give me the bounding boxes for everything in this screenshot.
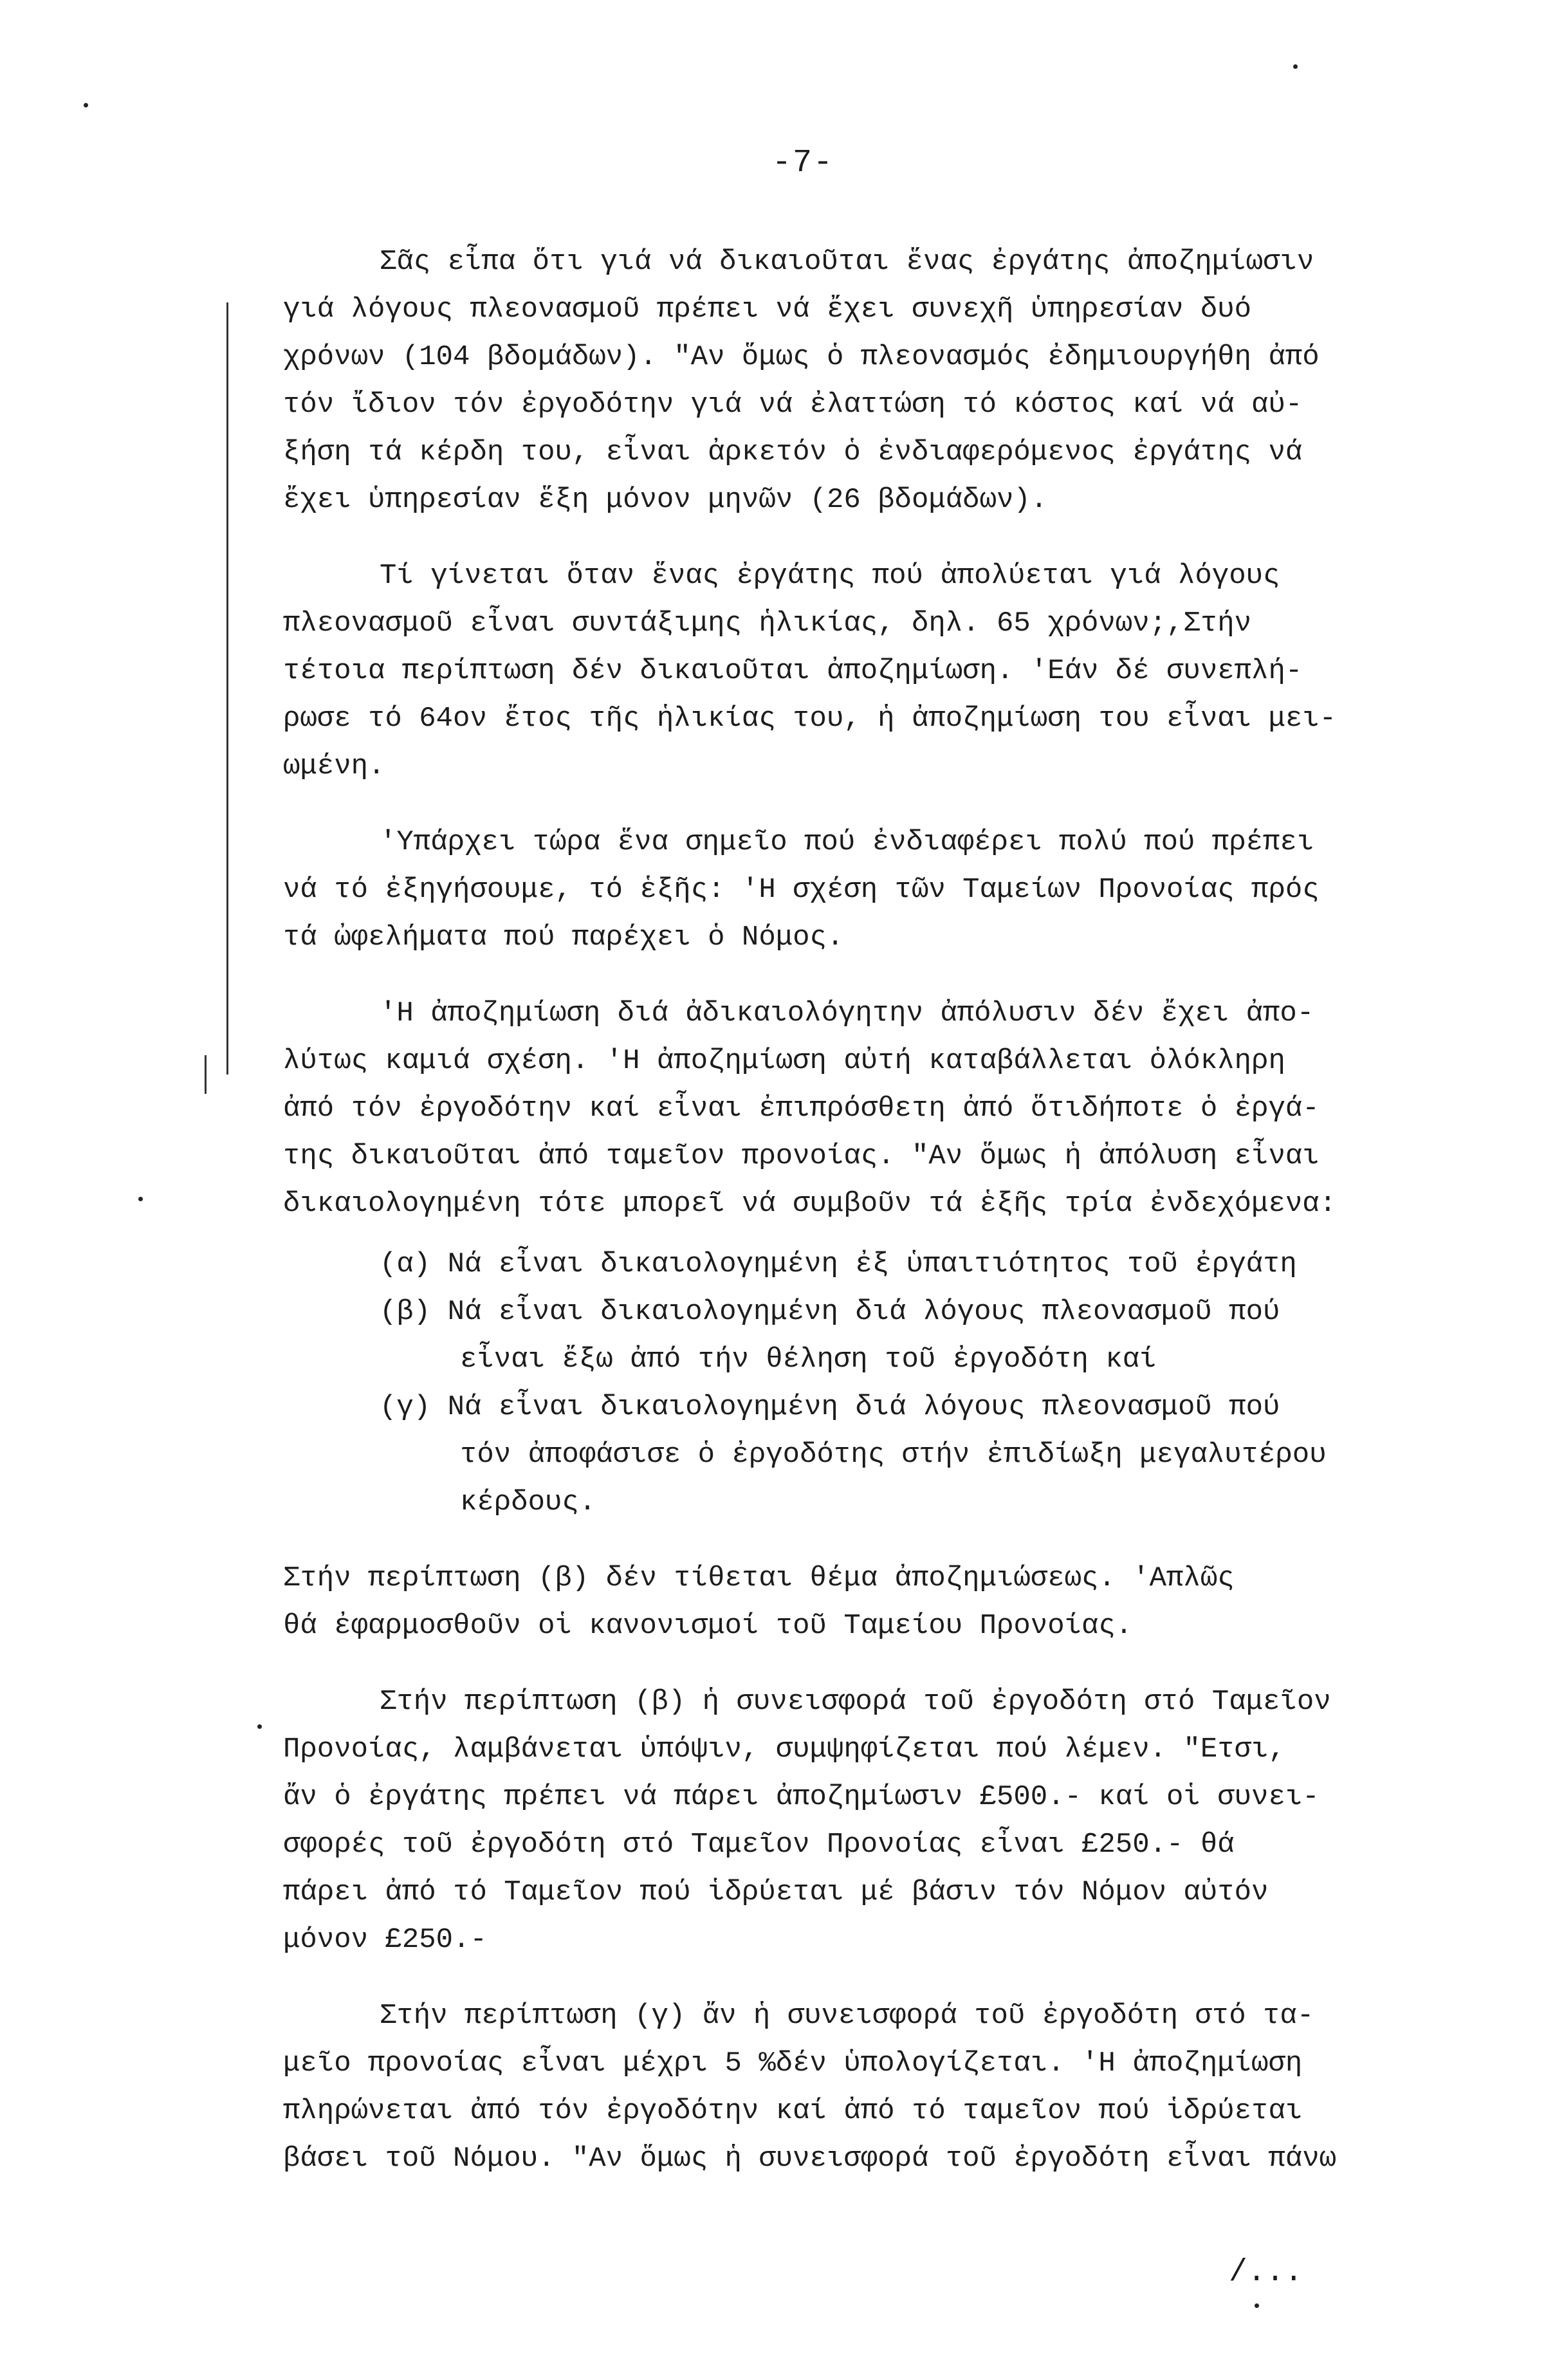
- text-line: πλεονασμοῦ εἶναι συντάξιμης ἡλικίας, δηλ. 65 χρόνων;,Στήν: [283, 607, 1252, 640]
- scan-speck: [1255, 2303, 1259, 2308]
- list-item-line: [380, 1383, 1518, 1431]
- text-line: τέτοια περίπτωση δέν δικαιοῦται ἀποζημίωση. 'Εάν δέ συνεπλή-: [283, 655, 1303, 687]
- paragraph-5: [283, 1554, 1518, 1650]
- list-marker: (γ): [380, 1391, 431, 1423]
- paragraph-2: [283, 552, 1518, 790]
- list-marker: (α): [380, 1248, 431, 1280]
- text-line: Στήν περίπτωση (β) δέν τίθεται θέμα ἀποζημιώσεως. 'Απλῶς: [283, 1562, 1235, 1594]
- text-line: σφορές τοῦ ἐργοδότη στό Ταμεῖον Προνοίας εἶναι £250.- θά: [283, 1829, 1235, 1861]
- list-item: [380, 1288, 1518, 1383]
- list-text: κέρδους.: [460, 1486, 596, 1518]
- text-line: δικαιολογημένη τότε μπορεῖ νά συμβοῦν τά ἑξῆς τρία ἐνδεχόμενα:: [283, 1188, 1337, 1220]
- list-item-line: [380, 1241, 1518, 1288]
- text-line: 'Η ἀποζημίωση διά ἀδικαιολόγητην ἀπόλυσιν δέν ἔχει ἀπο-: [380, 997, 1314, 1029]
- text-line: Τί γίνεται ὅταν ἕνας ἐργάτης πού ἀπολύεται γιά λόγους: [380, 560, 1280, 592]
- text-line: πάρει ἀπό τό Ταμεῖον πού ἱδρύεται μέ βάσιν τόν Νόμον αὐτόν: [283, 1876, 1269, 1908]
- list-marker: (β): [380, 1296, 431, 1328]
- document-body: [283, 238, 1518, 2211]
- text-line: Στήν περίπτωση (γ) ἄν ἡ συνεισφορά τοῦ ἐργοδότη στό τα-: [380, 2000, 1314, 2032]
- text-line: Στήν περίπτωση (β) ἡ συνεισφορά τοῦ ἐργοδότη στό Ταμεῖον: [380, 1686, 1331, 1718]
- text-line: γιά λόγους πλεονασμοῦ πρέπει νά ἔχει συνεχῆ ὑπηρεσίαν δυό: [283, 293, 1252, 326]
- text-line: ἄν ὁ ἐργάτης πρέπει νά πάρει ἀποζημίωσιν £500.- καί οἱ συνει-: [283, 1781, 1320, 1813]
- page-number: -7-: [772, 145, 834, 181]
- scan-speck: [138, 1197, 143, 1201]
- text-line: χρόνων (104 βδομάδων). "Αν ὅμως ὁ πλεονασμός ἐδημιουργήθη ἀπό: [283, 341, 1320, 373]
- list-text: τόν ἀποφάσισε ὁ ἐργοδότης στήν ἐπιδίωξη μεγαλυτέρου: [460, 1439, 1327, 1471]
- text-line: πληρώνεται ἀπό τόν ἐργοδότην καί ἀπό τό ταμεῖον πού ἱδρύεται: [283, 2095, 1303, 2127]
- scan-speck: [1293, 64, 1298, 69]
- text-line: βάσει τοῦ Νόμου. "Αν ὅμως ἡ συνεισφορά τοῦ ἐργοδότη εἶναι πάνω: [283, 2143, 1337, 2175]
- paragraph-7: [283, 1992, 1518, 2182]
- text-line: ἀπό τόν ἐργοδότην καί εἶναι ἐπιπρόσθετη ἀπό ὅτιδήποτε ὁ ἐργά-: [283, 1093, 1320, 1125]
- text-line: 'Υπάρχει τώρα ἕνα σημεῖο πού ἐνδιαφέρει πολύ πού πρέπει: [380, 826, 1314, 858]
- paragraph-6: [283, 1678, 1518, 1964]
- scan-speck: [257, 1724, 262, 1729]
- text-line: μόνον £250.-: [283, 1924, 487, 1956]
- list-text: Νά εἶναι δικαιολογημένη ἐξ ὑπαιτιότητος τοῦ ἐργάτη: [447, 1248, 1297, 1280]
- list-text: Νά εἶναι δικαιολογημένη διά λόγους πλεονασμοῦ πού: [447, 1391, 1280, 1423]
- margin-line: [226, 302, 228, 1075]
- margin-tick: [205, 1055, 207, 1094]
- list-text: Νά εἶναι δικαιολογημένη διά λόγους πλεονασμοῦ πού: [447, 1296, 1280, 1328]
- paragraph-4: [283, 990, 1518, 1228]
- text-line: ἔχει ὑπηρεσίαν ἕξη μόνον μηνῶν (26 βδομάδων).: [283, 484, 1048, 516]
- text-line: λύτως καμιά σχέση. 'Η ἀποζημίωση αὐτή καταβάλλεται ὁλόκληρη: [283, 1045, 1285, 1077]
- text-line: Προνοίας, λαμβάνεται ὑπόψιν, συμψηφίζεται πού λέμεν. "Ετσι,: [283, 1733, 1285, 1766]
- scan-speck: [84, 103, 88, 107]
- paragraph-3: [283, 818, 1518, 961]
- text-line: μεῖο προνοίας εἶναι μέχρι 5 %δέν ὑπολογίζεται. 'Η ἀποζημίωση: [283, 2047, 1303, 2080]
- text-line: θά ἐφαρμοσθοῦν οἱ κανονισμοί τοῦ Ταμείου Προνοίας.: [283, 1610, 1133, 1642]
- cases-list: [380, 1241, 1518, 1526]
- text-line: Σᾶς εἶπα ὅτι γιά νά δικαιοῦται ἕνας ἐργάτης ἀποζημίωσιν: [380, 246, 1314, 278]
- text-line: της δικαιοῦται ἀπό ταμεῖον προνοίας. "Αν ὅμως ἡ ἀπόλυση εἶναι: [283, 1140, 1320, 1172]
- list-item-line: [380, 1288, 1518, 1336]
- text-line: ξήση τά κέρδη του, εἶναι ἀρκετόν ὁ ἐνδιαφερόμενος ἐργάτης νά: [283, 436, 1303, 468]
- text-line: ωμένη.: [283, 750, 385, 782]
- text-line: τά ὠφελήματα πού παρέχει ὁ Νόμος.: [283, 921, 844, 954]
- text-line: ρωσε τό 64ον ἔτος τῆς ἡλικίας του, ἡ ἀποζημίωση του εἶναι μει-: [283, 703, 1337, 735]
- continuation-mark: /...: [1229, 2255, 1303, 2290]
- list-item: [380, 1241, 1518, 1288]
- text-line: τόν ἴδιον τόν ἐργοδότην γιά νά ἐλαττώση τό κόστος καί νά αὐ-: [283, 389, 1303, 421]
- paragraph-1: [283, 238, 1518, 524]
- list-item: [380, 1383, 1518, 1526]
- text-line: νά τό ἐξηγήσουμε, τό ἑξῆς: 'Η σχέση τῶν Ταμείων Προνοίας πρός: [283, 874, 1320, 906]
- list-text: εἶναι ἔξω ἀπό τήν θέληση τοῦ ἐργοδότη καί: [460, 1343, 1157, 1376]
